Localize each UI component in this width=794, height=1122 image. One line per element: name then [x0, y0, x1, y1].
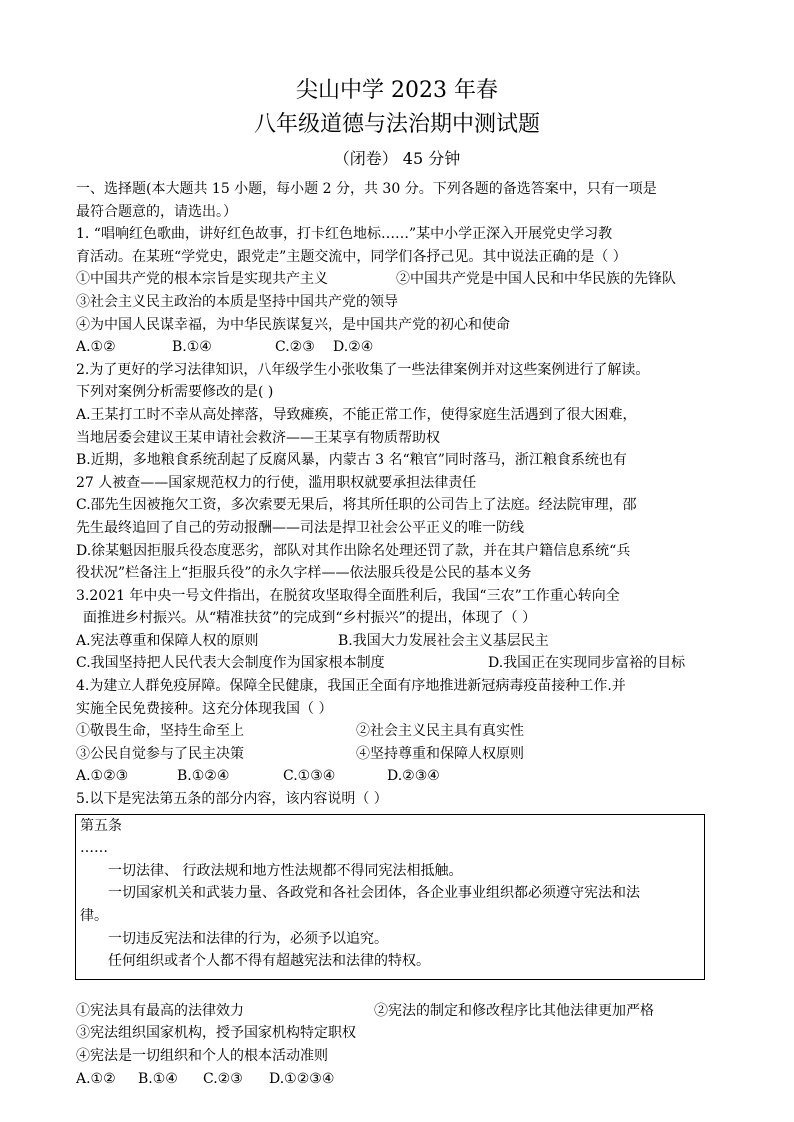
- exam-info: （闭卷） 45 分钟: [333, 149, 461, 168]
- q1-stem-line2: 育活动。在某班“学党史，跟党走”主题交流中，同学们各抒己见。其中说法正确的是（ ）: [76, 248, 627, 265]
- article-paragraph-2: 一切国家机关和武装力量、各政党和各社会团体，各企业事业组织都必须遵守宪法和法: [108, 885, 640, 902]
- q3-options-row2: [76, 652, 722, 675]
- q4-stem-line1: 4.为建立人群免疫屏障。保障全民健康，我国正全面有序地推进新冠病毒疫苗接种工作.并: [76, 678, 626, 695]
- q5-options: [76, 1068, 722, 1091]
- constitution-article-box: [75, 814, 705, 980]
- school-title: 尖山中学 2023 年春: [296, 78, 498, 103]
- section-heading: 一、选择题(本大题共 15 小题，每小题 2 分，共 30 分。下列各题的备选答案中，只有一项是: [76, 181, 657, 197]
- q1-option-c: C.②③: [275, 339, 315, 356]
- article-title: 第五条: [80, 817, 122, 834]
- q1-statement-1: ①中国共产党的根本宗旨是实现共产主义: [76, 271, 328, 288]
- q3-option-b: B.我国大力发展社会主义基层民主: [338, 632, 549, 649]
- q1-stem-line1: 1. “唱响红色歌曲，讲好红色故事，打卡红色地标……”某中小学正深入开展党史学习教: [76, 226, 613, 243]
- q4-statements-row2: [76, 743, 722, 766]
- q5-option-d: D.①②③④: [269, 1070, 335, 1087]
- q2-option-a-line2: 当地居委会建议王某申请社会救济——王某享有物质帮助权: [76, 429, 440, 446]
- q4-option-b: B.①②④: [177, 768, 230, 785]
- exam-title: 八年级道德与法治期中测试题: [253, 112, 540, 137]
- q2-option-d-line2: 役状况”栏备注上“拒服兵役”的永久字样——依法服兵役是公民的基本义务: [76, 565, 532, 582]
- spacer: [76, 980, 722, 1000]
- q1-options: [76, 336, 722, 359]
- q4-option-d: D.②③④: [387, 768, 440, 785]
- q5-option-a: A.①②: [76, 1070, 116, 1087]
- q3-option-c: C.我国坚持把人民代表大会制度作为国家根本制度: [76, 655, 385, 672]
- article-ellipsis: ……: [80, 840, 108, 857]
- q3-stem-line2: 面推进乡村振兴。从“精准扶贫”的完成到“乡村振兴”的提出，体现了（ ）: [83, 610, 537, 627]
- q4-statement-3: ③公民自觉参与了民主决策: [76, 745, 244, 762]
- q4-option-a: A.①②③: [76, 768, 129, 785]
- q2-option-c-line2: 先生最终追回了自己的劳动报酬——司法是捍卫社会公平正义的唯一防线: [76, 519, 524, 536]
- q4-statement-4: ④坚持尊重和保障人权原则: [356, 745, 524, 762]
- q1-statement-4: ④为中国人民谋幸福，为中华民族谋复兴，是中国共产党的初心和使命: [76, 316, 510, 333]
- q3-option-d: D.我国正在实现同步富裕的目标: [488, 655, 686, 672]
- q2-option-a-line1: A.王某打工时不幸从高处摔落，导致瘫痪，不能正常工作，使得家庭生活遇到了很大困难，: [76, 406, 637, 423]
- q5-statement-1: ①宪法具有最高的法律效力: [76, 1002, 244, 1019]
- exam-body: [76, 178, 722, 1090]
- q2-stem-line2: 下列对案例分析需要修改的是( ): [76, 384, 274, 401]
- q5-option-b: B.①④: [138, 1070, 178, 1087]
- q4-stem-line2: 实施全民免费接种。这充分体现我国（ ）: [76, 700, 333, 717]
- q2-option-b-line1: B.近期，多地粮食系统刮起了反腐风暴，内蒙古 3 名“粮官”同时落马，浙江粮食系统也有: [76, 452, 627, 469]
- q3-stem-line1: 3.2021 年中央一号文件指出，在脱贫攻坚取得全面胜利后，我国“三农”工作重心转向全: [76, 587, 620, 604]
- q1-option-d: D.②④: [333, 339, 374, 356]
- q2-option-d-line1: D.徐某魁因拒服兵役态度恶劣，部队对其作出除名处理还罚了款，并在其户籍信息系统“兵: [76, 542, 631, 559]
- q3-option-a: A.宪法尊重和保障人权的原则: [76, 632, 259, 649]
- q5-stem: 5.以下是宪法第五条的部分内容，该内容说明（ ）: [76, 791, 388, 808]
- article-paragraph-4: 任何组织或者个人都不得有超越宪法和法律的特权。: [108, 953, 430, 970]
- q2-option-b-line2: 27 人被查——国家规范权力的行使，滥用职权就要承担法律责任: [76, 474, 477, 491]
- article-paragraph-3: 一切违反宪法和法律的行为，必须予以追究。: [108, 930, 388, 947]
- q1-statement-3: ③社会主义民主政治的本质是坚持中国共产党的领导: [76, 293, 398, 310]
- q1-option-b: B.①④: [172, 339, 212, 356]
- q5-statement-4: ④宪法是一切组织和个人的根本活动准则: [76, 1047, 328, 1064]
- section-heading-cont: 最符合题意的，请选出。）: [76, 203, 237, 220]
- q4-options: [76, 765, 722, 788]
- q2-stem-line1: 2.为了更好的学习法律知识，八年级学生小张收集了一些法律案例并对这些案例进行了解读。: [76, 361, 650, 378]
- q5-option-c: C.②③: [203, 1070, 243, 1087]
- q1-statement-2: ②中国共产党是中国人民和中华民族的先锋队: [396, 271, 676, 288]
- q1-option-a: A.①②: [76, 339, 116, 356]
- q4-option-c: C.①③④: [283, 768, 336, 785]
- article-paragraph-1: 一切法律、 行政法规和地方性法规都不得同宪法相抵触。: [108, 862, 463, 879]
- q3-options-row1: [76, 630, 722, 653]
- q1-statements-row1: [76, 268, 722, 291]
- q4-statement-2: ②社会主义民主具有真实性: [356, 723, 524, 740]
- q5-statement-3: ③宪法组织国家机构，授予国家机构特定职权: [76, 1025, 356, 1042]
- q2-option-c-line1: C.邵先生因被拖欠工资，多次索要无果后，将其所任职的公司告上了法庭。经法院审理，邵: [76, 497, 637, 514]
- q4-statement-1: ①敬畏生命，坚持生命至上: [76, 723, 244, 740]
- q4-statements-row1: [76, 720, 722, 743]
- article-paragraph-2-cont: 律。: [80, 908, 108, 924]
- q5-statement-2: ②宪法的制定和修改程序比其他法律更加严格: [374, 1002, 654, 1019]
- q5-statements-row1: [76, 1000, 722, 1023]
